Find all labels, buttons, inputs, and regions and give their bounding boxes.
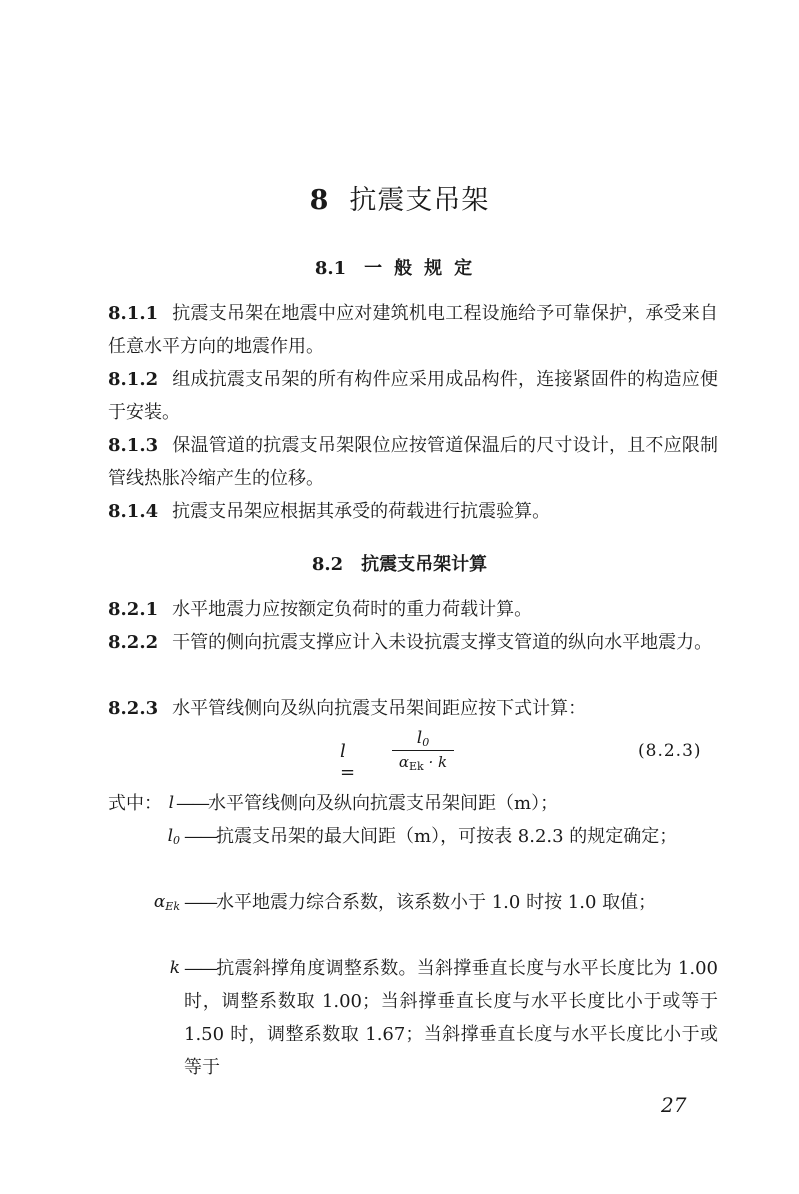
clause-text: 抗震支吊架应根据其承受的荷载进行抗震验算。 bbox=[172, 501, 551, 522]
clause-8-1-4 bbox=[108, 495, 718, 528]
clause-number: 8.2.3 bbox=[108, 698, 159, 719]
where-definition-l0: ——抗震支吊架的最大间距（m），可按表 8.2.3 的规定确定； bbox=[184, 826, 678, 847]
section-number: 8.1 bbox=[314, 258, 347, 279]
where-intro-row bbox=[108, 787, 162, 820]
where-definition-l: ——水平管线侧向及纵向抗震支吊架间距（m）； bbox=[176, 793, 559, 814]
formula-lhs: l = bbox=[340, 741, 356, 783]
clause-text: 抗震支吊架在地震中应对建筑机电工程设施给予可靠保护，承受来自任意水平方向的地震作用。 bbox=[108, 303, 718, 357]
clause-text: 组成抗震支吊架的所有构件应采用成品构件，连接紧固件的构造应便于安装。 bbox=[108, 369, 718, 423]
where-intro: 式中： bbox=[108, 793, 162, 814]
chapter-title-text: 抗震支吊架 bbox=[349, 185, 490, 216]
where-symbol-l: l bbox=[168, 793, 174, 813]
clause-8-2-3 bbox=[108, 692, 718, 725]
clause-8-1-2 bbox=[108, 363, 718, 429]
clause-number: 8.1.4 bbox=[108, 501, 159, 522]
where-symbol-l0: $l_0$ bbox=[167, 826, 180, 847]
where-symbol-alpha-ek: $\alpha_{Ek}$ bbox=[153, 892, 180, 913]
clause-text: 水平管线侧向及纵向抗震支吊架间距应按下式计算： bbox=[172, 698, 587, 719]
clause-text: 保温管道的抗震支吊架限位应按管道保温后的尺寸设计，且不应限制管线热胀冷缩产生的位移。 bbox=[108, 435, 718, 489]
clause-number: 8.1.1 bbox=[108, 303, 159, 324]
formula-denominator bbox=[392, 751, 454, 771]
where-definition-alpha-ek: ——水平地震力综合系数，该系数小于 1.0 时按 1.0 取值； bbox=[184, 892, 657, 913]
formula-fraction bbox=[392, 728, 454, 771]
numerator-subscript: 0 bbox=[422, 736, 430, 749]
chapter-number: 8 bbox=[309, 185, 330, 216]
equation-number: (8.2.3) bbox=[638, 741, 702, 761]
section-number: 8.2 bbox=[311, 554, 344, 575]
clause-number: 8.2.1 bbox=[108, 599, 159, 620]
section-title-text: 一般规定 bbox=[364, 258, 485, 279]
formula-numerator bbox=[392, 728, 454, 751]
section-title-8-2 bbox=[0, 550, 799, 576]
numerator-symbol: l bbox=[416, 728, 423, 748]
denominator-rest: · k bbox=[423, 753, 448, 771]
clause-8-1-3 bbox=[108, 429, 718, 495]
chapter-title bbox=[0, 178, 799, 217]
clause-8-1-1 bbox=[108, 297, 718, 363]
where-definition-k: ——抗震斜撑角度调整系数。当斜撑垂直长度与水平长度比为 1.00 时，调整系数取 1.00；当斜撑垂直长度与水平长度比小于或等于 1.50 时，调整系数取 1.67；当斜撑垂直长度与水平长度比小于或等于 bbox=[184, 958, 718, 1078]
denominator-subscript: Ek bbox=[409, 760, 424, 773]
clause-text: 水平地震力应按额定负荷时的重力荷载计算。 bbox=[172, 599, 533, 620]
clause-8-2-1 bbox=[108, 593, 718, 626]
clause-number: 8.1.3 bbox=[108, 435, 159, 456]
clause-text: 干管的侧向抗震支撑应计入未设抗震支撑支管道的纵向水平地震力。 bbox=[172, 632, 713, 653]
clause-8-2-2 bbox=[108, 626, 718, 659]
denominator-symbol: α bbox=[398, 753, 410, 771]
page-number: 27 bbox=[661, 1093, 687, 1117]
where-symbol-k: k bbox=[169, 958, 180, 978]
section-title-8-1 bbox=[0, 254, 799, 280]
section-title-text: 抗震支吊架计算 bbox=[361, 554, 488, 575]
clause-number: 8.1.2 bbox=[108, 369, 159, 390]
clause-number: 8.2.2 bbox=[108, 632, 159, 653]
